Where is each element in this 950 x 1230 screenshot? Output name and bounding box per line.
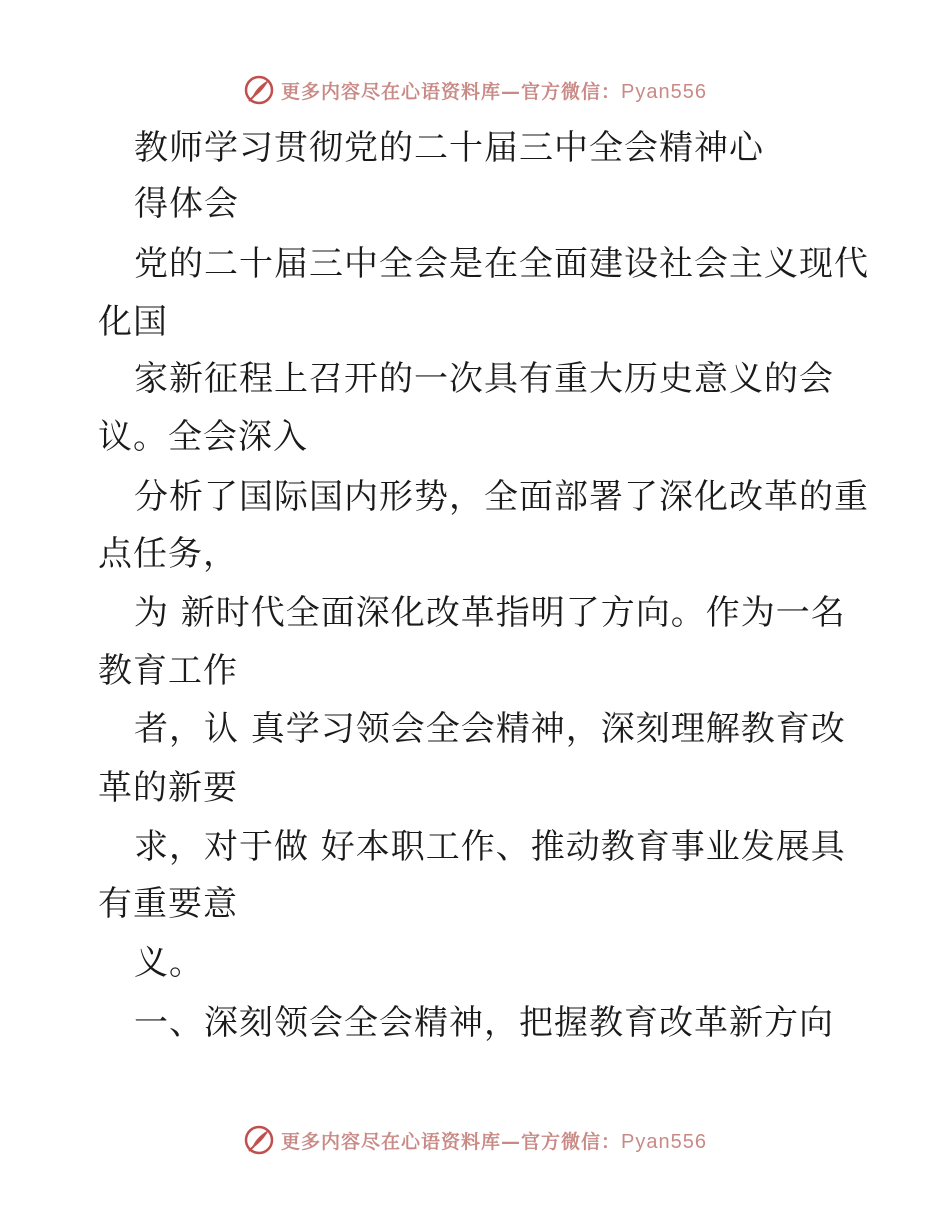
paragraph-line: 党的二十届三中全会是在全面建设社会主义现代 [134,244,869,284]
document-title-line-2: 得体会 [134,184,239,224]
header-watermark [0,70,950,110]
paragraph-line: 点任务， [98,534,238,574]
feather-pen-logo-icon [243,74,275,106]
paragraph-line: 求，对于做 好本职工作、推动教育事业发展具 [134,827,846,867]
paragraph-line: 者，认 真学习领会全会精神，深刻理解教育改 [134,709,846,749]
section-heading: 一、深刻领会全会精神，把握教育改革新方向 [134,1003,834,1043]
feather-pen-logo-icon [243,1124,275,1156]
paragraph-line: 家新征程上召开的一次具有重大历史意义的会 [134,359,834,399]
footer-watermark [0,1120,950,1160]
paragraph-line: 义。 [134,943,204,983]
paragraph-line: 教育工作 [98,651,238,691]
watermark-text: 更多内容尽在心语资料库—官方微信：Pyan556 [281,80,707,103]
document-title-line-1: 教师学习贯彻党的二十届三中全会精神心 [134,128,764,168]
watermark-text: 更多内容尽在心语资料库—官方微信：Pyan556 [281,1130,707,1153]
paragraph-line: 为 新时代全面深化改革指明了方向。作为一名 [134,593,846,633]
paragraph-line: 革的新要 [98,768,238,808]
paragraph-line: 议。全会深入 [98,417,308,457]
paragraph-line: 分析了国际国内形势，全面部署了深化改革的重 [134,477,869,517]
paragraph-line: 化国 [98,302,168,342]
paragraph-line: 有重要意 [98,884,238,924]
